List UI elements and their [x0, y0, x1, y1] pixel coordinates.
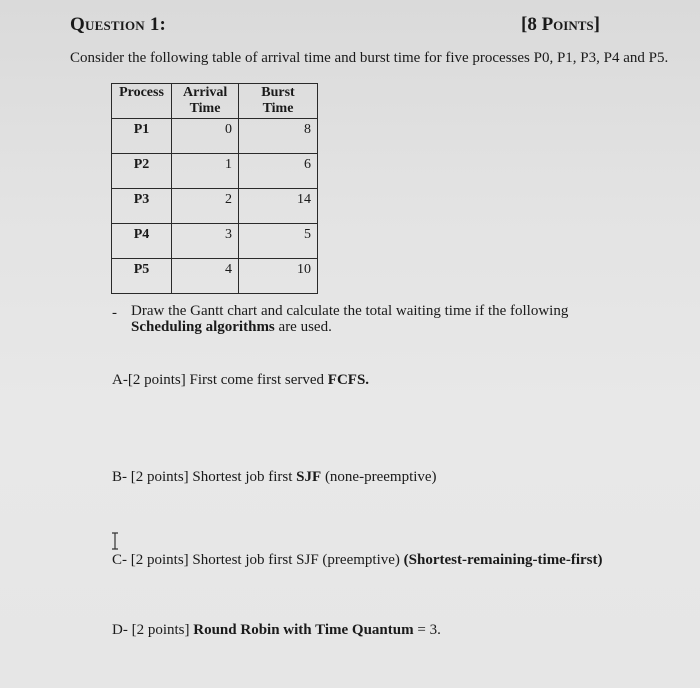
item-b-bold: SJF: [296, 469, 322, 485]
header-arrival-label: Arrival Time: [183, 85, 228, 116]
instruction-bold: Scheduling algorithms: [131, 319, 275, 335]
cell-arrival: 2: [172, 189, 239, 224]
item-sjf-nonpreemptive: [112, 469, 437, 486]
cell-arrival: 1: [172, 154, 239, 189]
table-row: [112, 154, 318, 189]
header-burst: [239, 84, 318, 119]
table-row: [112, 224, 318, 259]
text-cursor-icon: [110, 532, 120, 554]
item-a-prefix: A-[2 points] First come first served: [112, 372, 328, 388]
item-a-bold: FCFS.: [327, 372, 370, 388]
header-process: Process: [112, 84, 172, 119]
item-c-prefix: C- [2 points] Shortest job first SJF (preemptive): [112, 552, 404, 568]
cell-burst: 5: [239, 224, 318, 259]
cell-process: P4: [112, 224, 172, 259]
item-d-prefix: D- [2 points]: [112, 622, 194, 638]
cell-arrival: 3: [172, 224, 239, 259]
cell-process: P5: [112, 259, 172, 294]
header-burst-label: Burst Time: [261, 85, 295, 116]
item-b-suffix: (none-preemptive): [321, 469, 437, 485]
cell-process: P2: [112, 154, 172, 189]
instruction-text: [131, 303, 631, 335]
cell-burst: 6: [239, 154, 318, 189]
item-d-bold: Round Robin with Time Quantum: [193, 622, 414, 638]
text-cursor-icon-svg: [110, 532, 120, 550]
item-c-bold: (Shortest-remaining-time-first): [403, 552, 603, 568]
cell-process: P3: [112, 189, 172, 224]
process-table: [111, 83, 318, 294]
cell-burst: 14: [239, 189, 318, 224]
item-d-suffix: = 3.: [413, 622, 441, 638]
item-fcfs: [112, 372, 369, 389]
cell-burst: 8: [239, 119, 318, 154]
cell-burst: 10: [239, 259, 318, 294]
cell-arrival: 0: [172, 119, 239, 154]
cell-process: P1: [112, 119, 172, 154]
intro-text: Consider the following table of arrival time and burst time for five processes P0, P1, P3, P4 and P5.: [70, 50, 669, 66]
header-arrival: [172, 84, 239, 119]
item-b-prefix: B- [2 points] Shortest job first: [112, 469, 297, 485]
instruction-bullet: -: [112, 305, 117, 321]
table-row: [112, 189, 318, 224]
cell-arrival: 4: [172, 259, 239, 294]
table-row: [112, 119, 318, 154]
question-points: [8 Points]: [521, 14, 600, 35]
item-round-robin: [112, 622, 441, 639]
table-header-row: [112, 84, 318, 119]
question-title: Question 1:: [70, 14, 167, 35]
instruction-plain: Draw the Gantt chart and calculate the total waiting time if the following: [131, 303, 569, 319]
item-sjf-preemptive: [112, 552, 603, 569]
table-row: [112, 259, 318, 294]
instruction-end: are used.: [274, 319, 332, 335]
